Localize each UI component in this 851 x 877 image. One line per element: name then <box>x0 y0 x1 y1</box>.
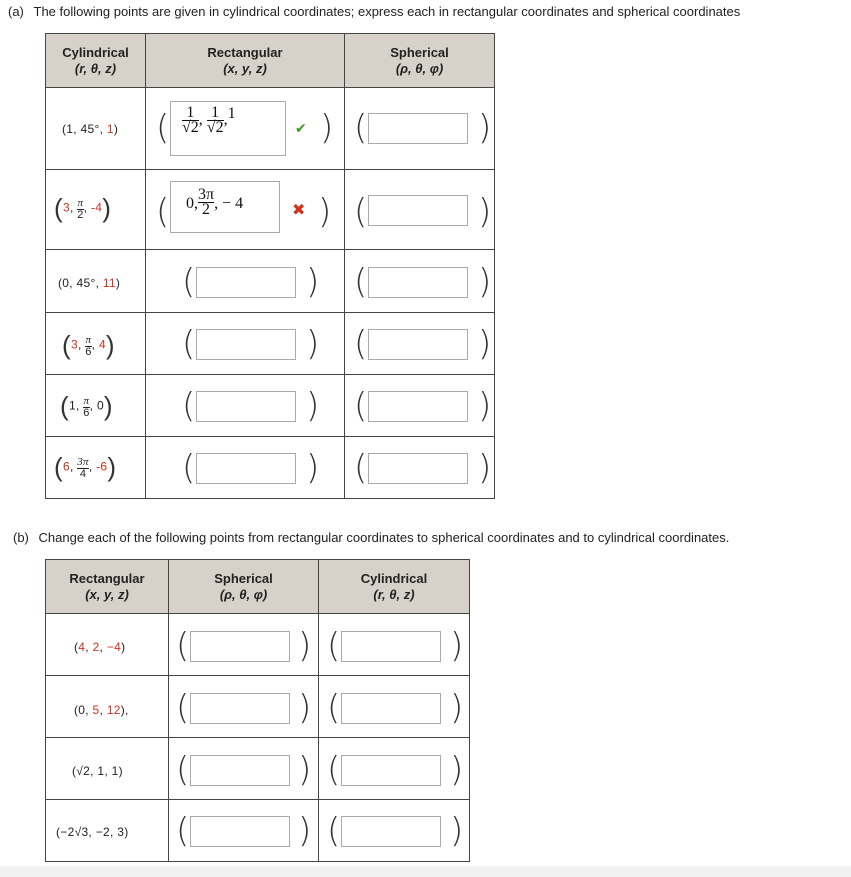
part-a-instruction-row <box>8 4 740 19</box>
paren-close: ) <box>450 811 464 851</box>
paren-close: ) <box>478 192 492 232</box>
part-b-instruction-row <box>13 530 729 545</box>
cyl-point-2: (3, $\frac{\pi}{2}$ , -4) <box>54 193 112 223</box>
incorrect-x-icon: ✖ <box>292 202 306 219</box>
rect-answer-6-input[interactable] <box>196 453 296 484</box>
b-sph-answer-2-input[interactable] <box>190 693 290 724</box>
rect-answer-2-value: 0, $\frac{3\pi}{2}$ , − 4 <box>186 186 244 218</box>
sph-answer-6-input[interactable] <box>368 453 468 484</box>
rect-point-2: (0, 5, 12), <box>74 703 129 717</box>
cyl-point-5: (1, $\frac{\pi}{6}$ , 0) <box>60 391 113 421</box>
header-spherical: Spherical (ρ, θ, φ) <box>169 560 319 614</box>
rect-point-3: (√2, 1, 1) <box>72 764 123 778</box>
paren-open: ( <box>354 386 368 426</box>
paren-close: ) <box>478 262 492 302</box>
sph-answer-3-input[interactable] <box>368 267 468 298</box>
paren-close: ) <box>298 626 312 666</box>
paren-open: ( <box>327 750 341 790</box>
paren-open: ( <box>354 108 368 148</box>
paren-open: ( <box>156 192 170 232</box>
paren-close: ) <box>478 448 492 488</box>
paren-close: ) <box>298 811 312 851</box>
paren-close: ) <box>318 192 332 232</box>
bottom-strip <box>0 866 851 877</box>
cyl-point-1: (1, 45°, 1) <box>62 122 119 136</box>
b-cyl-answer-4-input[interactable] <box>341 816 441 847</box>
paren-close: ) <box>478 386 492 426</box>
paren-close: ) <box>298 750 312 790</box>
cyl-point-3: (0, 45°, 11) <box>58 276 121 290</box>
header-rectangular: Rectangular (x, y, z) <box>146 34 345 88</box>
paren-open: ( <box>354 192 368 232</box>
paren-close: ) <box>306 448 320 488</box>
header-spherical: Spherical (ρ, θ, φ) <box>345 34 495 88</box>
paren-close: ) <box>450 626 464 666</box>
rect-point-4: (−2√3, −2, 3) <box>56 825 129 839</box>
rect-answer-1-value: $\frac{1}{√2}$ , $\frac{1}{√2}$ ,1 <box>182 103 236 136</box>
paren-open: ( <box>327 626 341 666</box>
paren-open: ( <box>182 386 196 426</box>
sph-answer-4-input[interactable] <box>368 329 468 360</box>
paren-close: ) <box>478 324 492 364</box>
paren-open: ( <box>354 448 368 488</box>
b-sph-answer-3-input[interactable] <box>190 755 290 786</box>
rect-answer-3-input[interactable] <box>196 267 296 298</box>
b-sph-answer-1-input[interactable] <box>190 631 290 662</box>
paren-open: ( <box>182 448 196 488</box>
paren-open: ( <box>182 262 196 302</box>
part-a-instruction: The following points are given in cylindrical coordinates; express each in rectangular coordinates and spherical coordinates <box>33 4 741 19</box>
b-cyl-answer-2-input[interactable] <box>341 693 441 724</box>
paren-open: ( <box>327 811 341 851</box>
header-cylindrical: Cylindrical (r, θ, z) <box>319 560 470 614</box>
part-a-label: (a) <box>8 4 24 19</box>
sph-answer-2-input[interactable] <box>368 195 468 226</box>
paren-close: ) <box>320 108 334 148</box>
rect-answer-5-input[interactable] <box>196 391 296 422</box>
rect-point-1: (4, 2, −4) <box>74 640 126 654</box>
paren-close: ) <box>450 688 464 728</box>
b-cyl-answer-3-input[interactable] <box>341 755 441 786</box>
paren-open: ( <box>176 626 190 666</box>
part-b-instruction: Change each of the following points from rectangular coordinates to spherical coordinates and to cylindrical coordinates. <box>38 530 730 545</box>
paren-open: ( <box>156 108 170 148</box>
paren-open: ( <box>182 324 196 364</box>
paren-close: ) <box>478 108 492 148</box>
paren-open: ( <box>176 688 190 728</box>
paren-close: ) <box>298 688 312 728</box>
sph-answer-5-input[interactable] <box>368 391 468 422</box>
paren-open: ( <box>176 750 190 790</box>
paren-close: ) <box>306 386 320 426</box>
part-b-label: (b) <box>13 530 29 545</box>
rect-answer-4-input[interactable] <box>196 329 296 360</box>
b-sph-answer-4-input[interactable] <box>190 816 290 847</box>
paren-close: ) <box>450 750 464 790</box>
header-cylindrical: Cylindrical (r, θ, z) <box>46 34 146 88</box>
header-rectangular: Rectangular (x, y, z) <box>46 560 169 614</box>
paren-open: ( <box>327 688 341 728</box>
cyl-point-4: (3, $\frac{\pi}{6}$ , 4) <box>62 330 115 360</box>
paren-close: ) <box>306 262 320 302</box>
paren-open: ( <box>176 811 190 851</box>
paren-open: ( <box>354 262 368 302</box>
paren-open: ( <box>354 324 368 364</box>
correct-check-icon: ✔ <box>295 120 307 136</box>
b-cyl-answer-1-input[interactable] <box>341 631 441 662</box>
cyl-point-6: (6, $\frac{3\pi}{4}$ , -6) <box>54 452 117 482</box>
sph-answer-1-input[interactable] <box>368 113 468 144</box>
paren-close: ) <box>306 324 320 364</box>
